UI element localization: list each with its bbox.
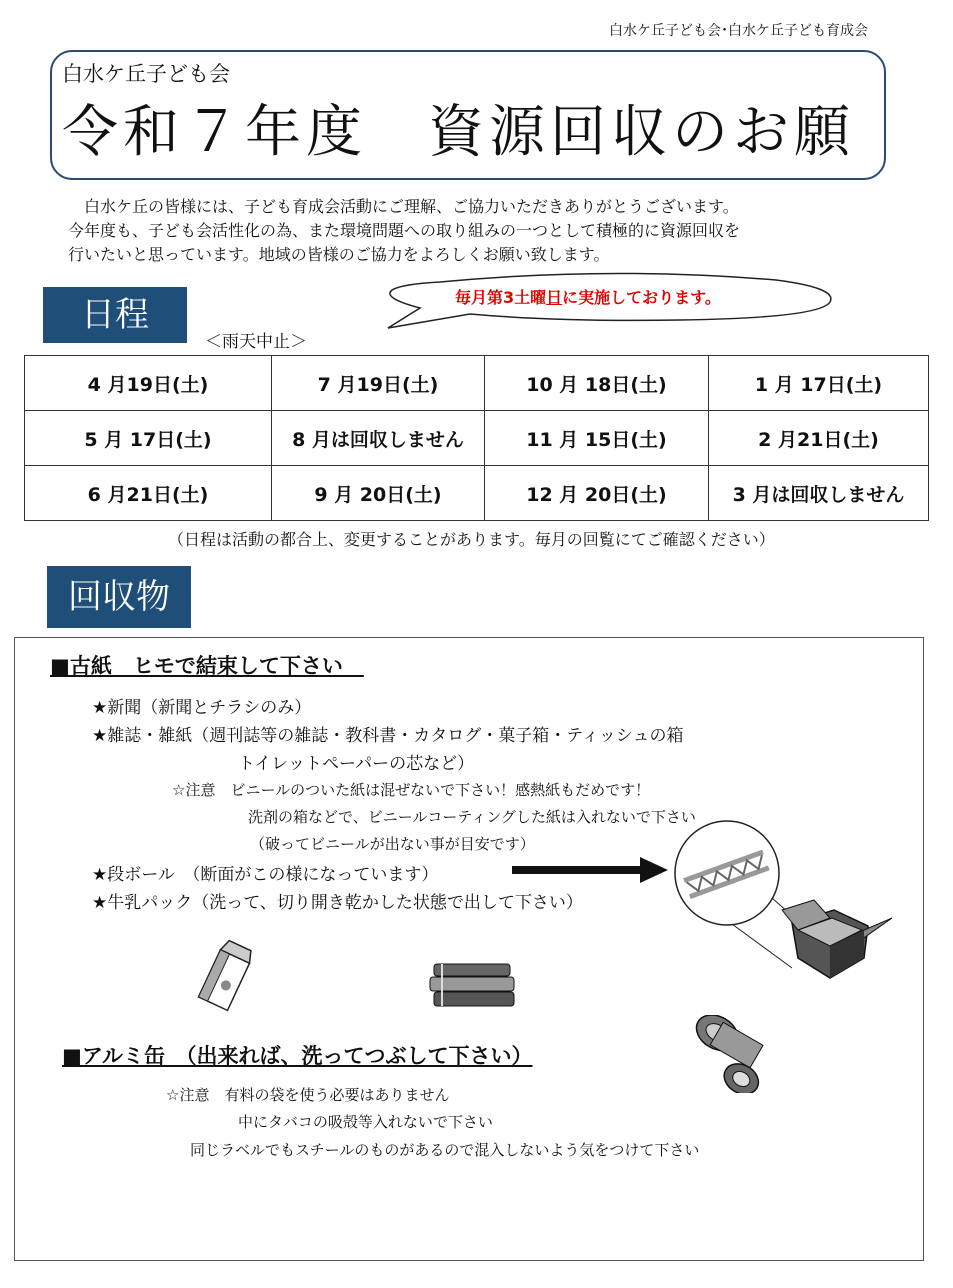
paper-caution: （破ってビニールが出ない事が目安です） [250,835,535,853]
title-subtitle: 白水ケ丘子ども会 [62,62,230,86]
schedule-cell: 10 月 18日(土) [485,356,709,411]
intro-line: 白水ケ丘の皆様には、子ども育成会活動にご理解、ご協力いただきありがとうございます。 [68,197,739,216]
schedule-cell: 5 月 17日(土) [25,411,272,466]
item-milk-carton: ★牛乳パック（洗って、切り開き乾かした状態で出して下さい） [92,893,583,913]
item-magazine-cont: トイレットペーパーの芯など） [238,754,475,774]
schedule-table [24,355,929,521]
cans-caution: ☆注意 有料の袋を使う必要はありません [166,1086,450,1104]
item-cardboard: ★段ボール （断面がこの様になっています） [92,865,439,885]
item-newspaper: ★新聞（新聞とチラシのみ） [92,698,312,718]
cardboard-icon [672,818,912,988]
page-title: 令和７年度 資源回収のお願 [62,100,855,165]
cans-title: ■アルミ缶 （出来れば、洗ってつぶして下さい） [62,1044,533,1068]
crushed-cans-icon [682,1015,774,1093]
intro-line: 今年度も、子ども会活性化の為、また環境問題への取り組みの一つとして積極的に資源回収を [68,221,741,240]
schedule-note: （日程は活動の都合上、変更することがあります。毎月の回覧にてご確認ください） [168,530,775,549]
schedule-cell: 1 月 17日(土) [709,356,929,411]
intro-text [68,195,868,267]
rain-note: ＜雨天中止＞ [205,332,307,352]
schedule-cell: 2 月21日(土) [709,411,929,466]
table-row [25,356,929,411]
schedule-cell: 3 月は回収しません [709,466,929,521]
paper-title: ■古紙 ヒモで結束して下さい [50,654,364,678]
schedule-cell: 7 月19日(土) [272,356,485,411]
table-row [25,466,929,521]
cans-caution: 中にタバコの吸殻等入れないで下さい [238,1113,493,1131]
items-label: 回収物 [47,566,191,628]
milk-carton-icon [192,935,262,1017]
item-magazine: ★雑誌・雑紙（週刊誌等の雑誌・教科書・カタログ・菓子箱・ティッシュの箱 [92,726,684,746]
schedule-label: 日程 [43,287,187,343]
schedule-cell: 4 月19日(土) [25,356,272,411]
schedule-cell: 6 月21日(土) [25,466,272,521]
paper-caution: ☆注意 ビニールのついた紙は混ぜないで下さい！感熱紙もだめです！ [172,781,651,799]
books-icon [428,962,520,1010]
paper-caution: 洗剤の箱などで、ビニールコーティングした紙は入れないで下さい [248,808,696,826]
schedule-cell: 9 月 20日(土) [272,466,485,521]
schedule-notice: 毎月第3土曜日に実施しております。 [455,288,721,307]
arrow-right-icon [512,856,668,884]
cans-caution: 同じラベルでもスチールのものがあるので混入しないよう気をつけて下さい [190,1141,700,1159]
organization-header: 白水ケ丘子ども会･白水ケ丘子ども育成会 [609,23,868,39]
schedule-cell: 8 月は回収しません [272,411,485,466]
schedule-cell: 12 月 20日(土) [485,466,709,521]
table-row [25,411,929,466]
schedule-cell: 11 月 15日(土) [485,411,709,466]
intro-line: 行いたいと思っています。地域の皆様のご協力をよろしくお願い致します。 [68,245,610,264]
